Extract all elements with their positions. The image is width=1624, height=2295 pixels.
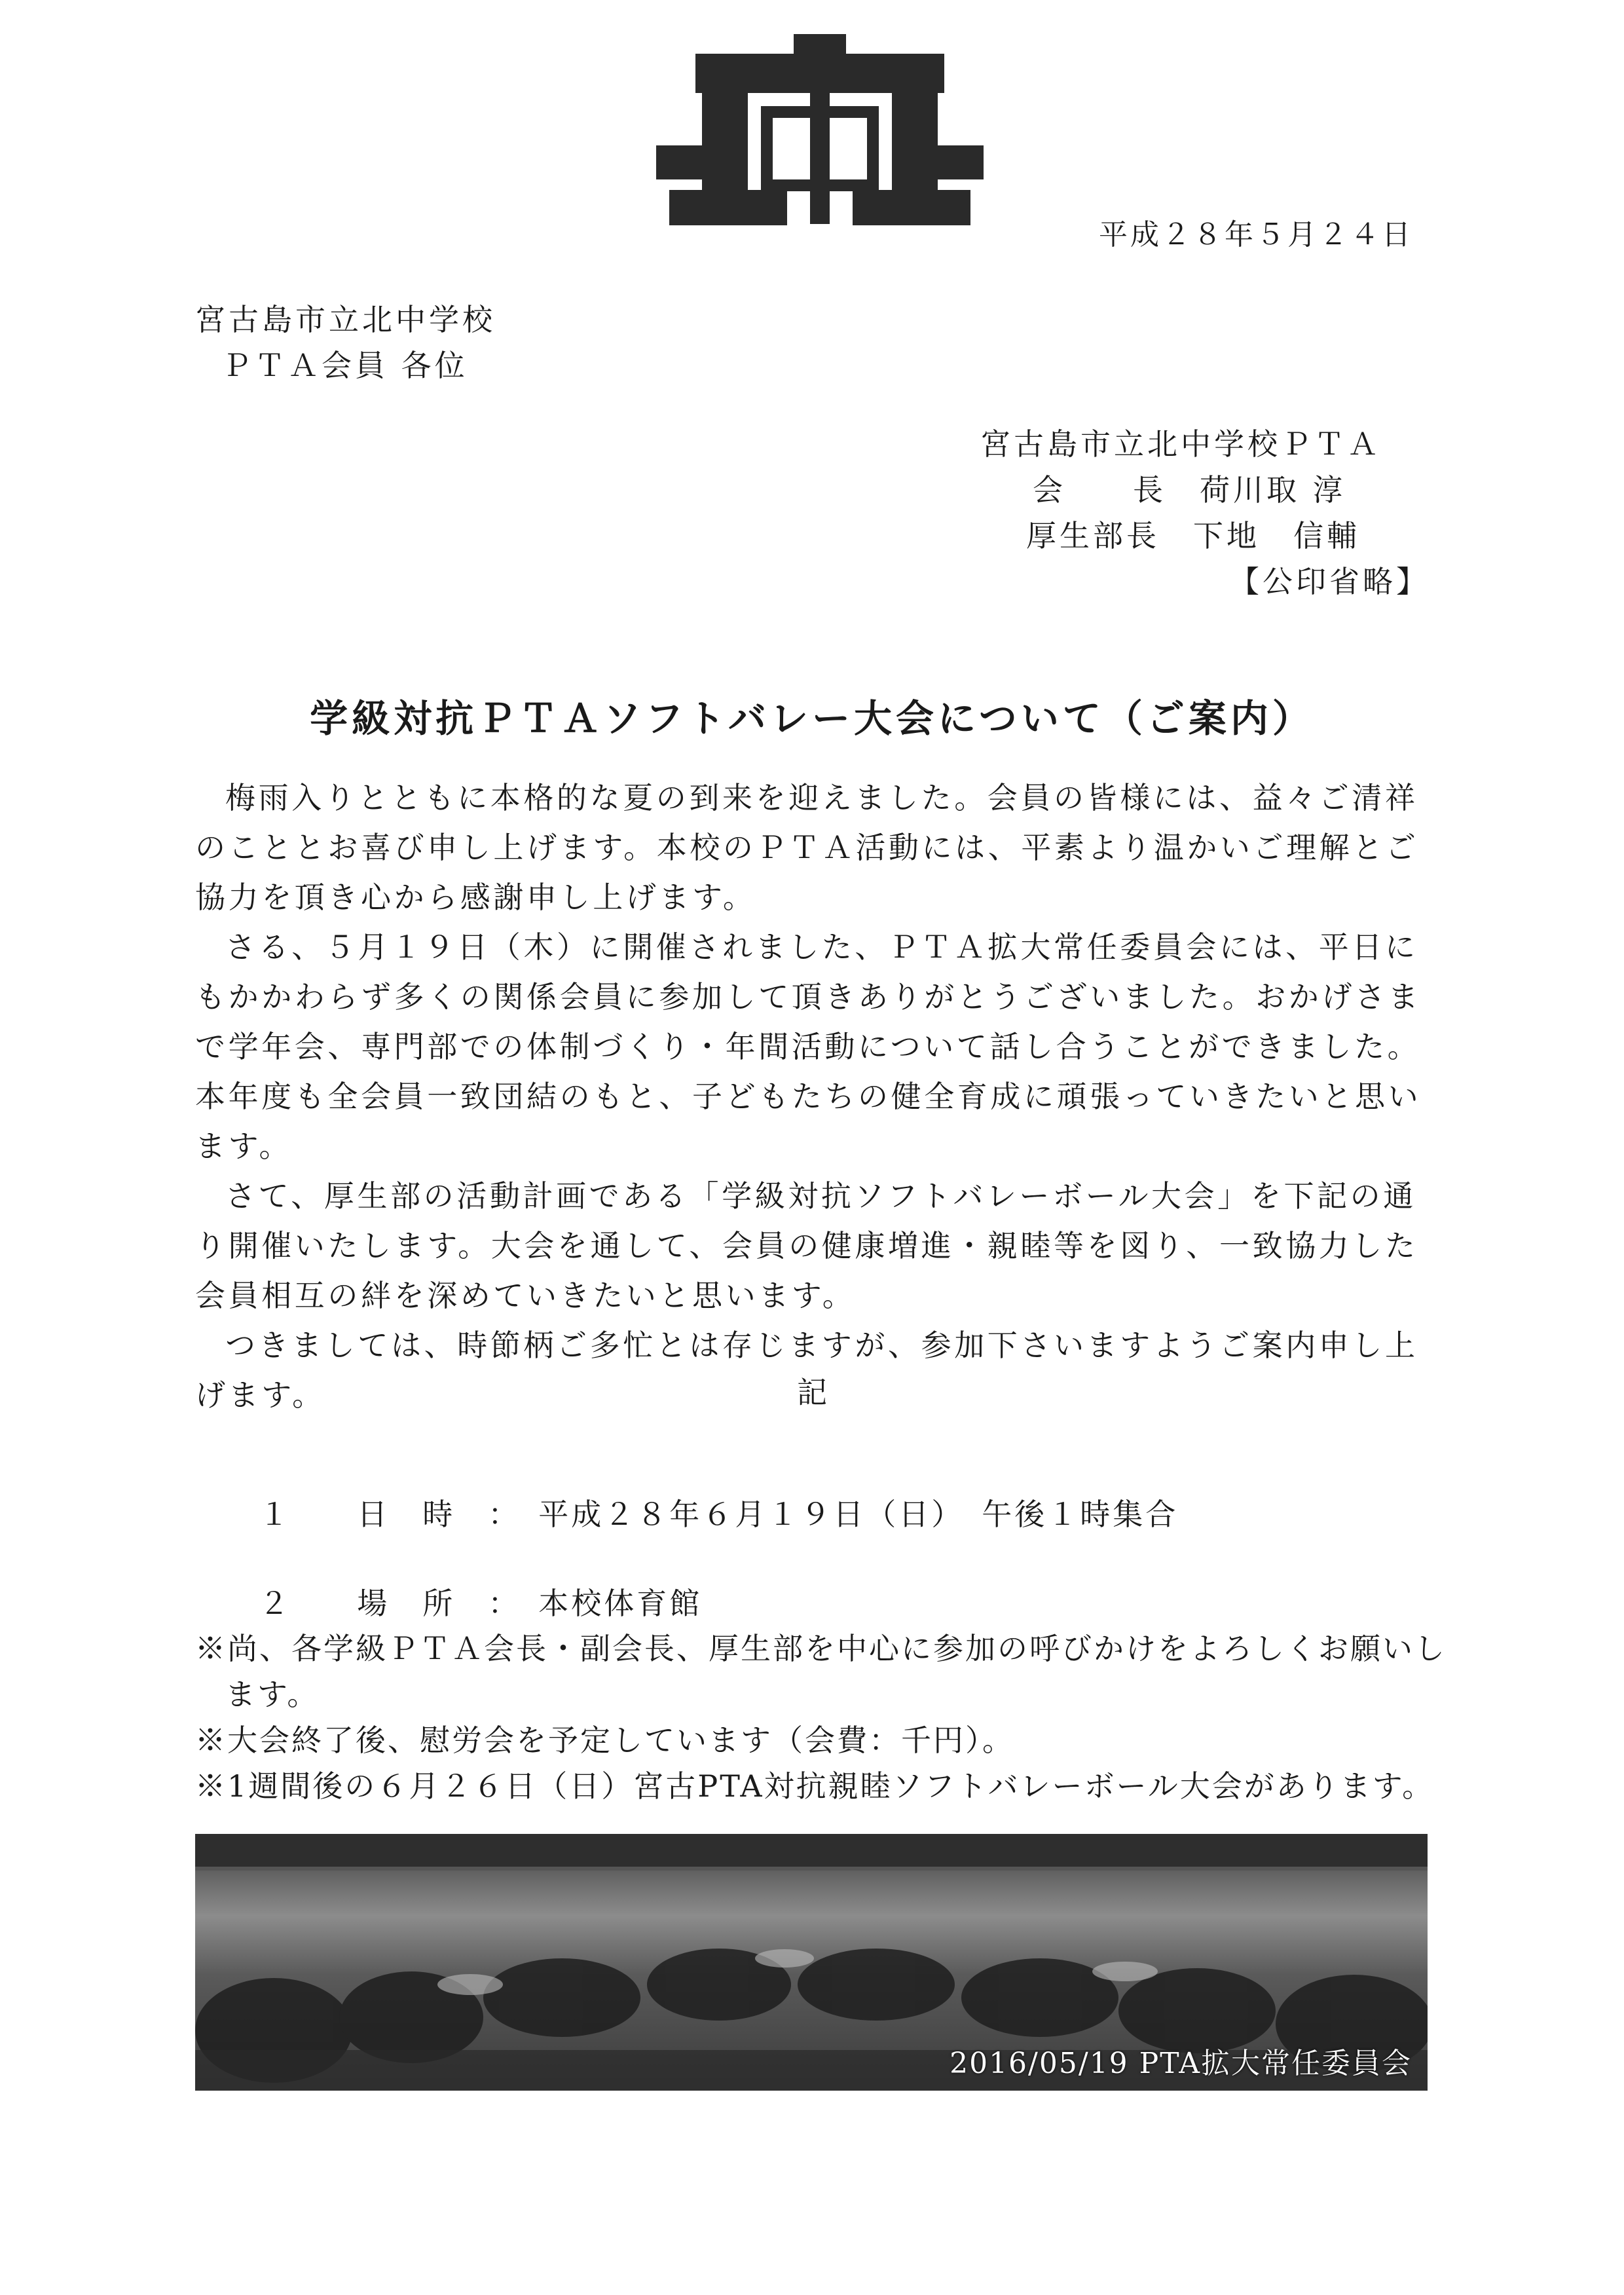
- item-label: 日 時 ：: [357, 1497, 506, 1532]
- item-value: 本校体育館: [538, 1586, 703, 1621]
- meeting-photo: [195, 1834, 1428, 2091]
- school-emblem-icon: [656, 34, 984, 225]
- body-text: [195, 773, 1433, 1420]
- sender-welfare-head: 厚生部長 下地 信輔: [1026, 518, 1360, 553]
- seal-omitted-note: 【公印省略】: [1229, 564, 1430, 599]
- item-number: ２: [259, 1586, 292, 1621]
- recipient-members: ＰＴＡ会員 各位: [221, 348, 468, 383]
- notes: [195, 1626, 1472, 1809]
- paragraph: さる、５月１９日（木）に開催されました、ＰＴＡ拡大常任委員会には、平日にもかかわらず多くの関係会員に参加して頂きありがとうございました。おかげさまで学年会、専門部での体制づくり・年間活動について話し合うことができました。本年度も全会員一致団結のもと、子どもたちの健全育成に頑張っていきたいと思います。: [195, 929, 1422, 1164]
- item-value: 平成２８年６月１９日（日） 午後１時集合: [538, 1497, 1179, 1532]
- recipient-school: 宮古島市立北中学校: [195, 302, 496, 337]
- paragraph: つきましては、時節柄ご多忙とは存じますが、参加下さいますようご案内申し上げます。: [195, 1328, 1418, 1413]
- document-title: 学級対抗ＰＴＡソフトバレー大会について（ご案内）: [310, 696, 1314, 741]
- note: ※1週間後の６月２６日（日）宮古PTA対抗親睦ソフトバレーボール大会があります。: [195, 1768, 1435, 1804]
- item-label: 場 所 ：: [357, 1586, 506, 1621]
- paragraph: 梅雨入りとともに本格的な夏の到来を迎えました。会員の皆様には、益々ご清祥のこととお喜び申し上げます。本校のＰＴＡ活動には、平素より温かいご理解とご協力を頂き心から感謝申し上げます。: [195, 780, 1419, 915]
- paragraph: さて、厚生部の活動計画である「学級対抗ソフトバレーボール大会」を下記の通り開催いたします。大会を通して、会員の健康増進・親睦等を図り、一致協力した会員相互の絆を深めていきたいと思います。: [195, 1178, 1418, 1313]
- note: ※大会終了後、慰労会を予定しています（会費：千円）。: [195, 1723, 1014, 1758]
- item-number: １: [259, 1497, 292, 1532]
- sender-president: 会 長 荷川取 淳: [1033, 472, 1346, 508]
- item-datetime: [234, 1455, 1178, 1534]
- note: ※尚、各学級ＰＴＡ会長・副会長、厚生部を中心に参加の呼びかけをよろしくお願いします。: [195, 1631, 1447, 1712]
- photo-caption: 2016/05/19 PTA拡大常任委員会: [950, 2047, 1412, 2080]
- sender-org: 宮古島市立北中学校ＰＴＡ: [980, 426, 1381, 462]
- item-place: [234, 1544, 702, 1623]
- document-date: 平成２８年５月２４日: [1099, 218, 1413, 252]
- ki-heading: 記: [797, 1375, 827, 1410]
